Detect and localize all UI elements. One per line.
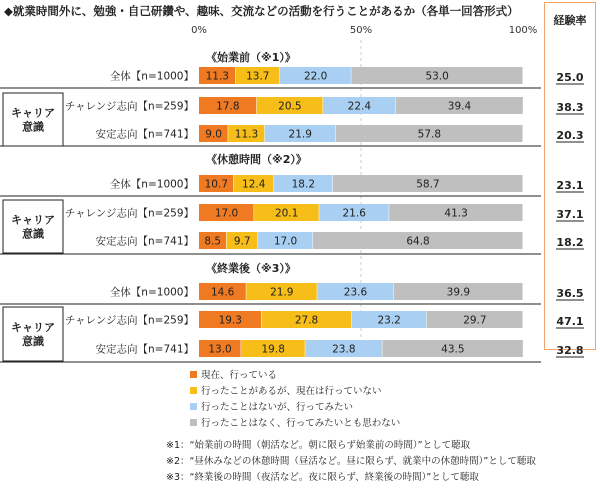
experience-rate-value: 36.5 (556, 287, 584, 300)
data-label: 22.4 (347, 100, 372, 113)
legend-label-never: 行ったことはなく、行ってみたいとも思わない (201, 418, 401, 429)
row-label: 全体【n=1000】 (109, 70, 194, 83)
experience-rate-value: 25.0 (556, 71, 584, 84)
side-label: 意識 (22, 335, 44, 348)
side-label: キャリア (11, 213, 55, 227)
legend-item-now (190, 367, 277, 381)
row-label: チャレンジ志向【n=259】 (64, 100, 194, 113)
data-label: 8.5 (204, 235, 222, 248)
side-label-box (3, 307, 63, 361)
legend-swatch-never (190, 419, 197, 426)
data-label: 21.6 (342, 207, 366, 220)
data-label: 43.5 (441, 343, 465, 356)
side-label-box (3, 93, 63, 146)
experience-rate-value: 32.8 (556, 344, 584, 357)
experience-rate-value: 20.3 (556, 129, 584, 142)
data-label: 57.8 (417, 128, 442, 141)
row-label: 安定志向【n=741】 (95, 128, 194, 141)
data-label: 13.0 (208, 343, 232, 356)
data-label: 9.0 (205, 128, 222, 141)
experience-rate-value: 18.2 (556, 236, 584, 249)
side-label: キャリア (11, 106, 55, 120)
data-label: 13.7 (246, 70, 270, 83)
legend-item-never (190, 415, 400, 429)
data-label: 19.8 (261, 343, 285, 356)
footnote-1: ※1：“始業前の時間（朝活など。朝に限らず始業前の時間）”として聴取 (166, 440, 471, 451)
data-label: 9.7 (233, 235, 251, 248)
row-label: チャレンジ志向【n=259】 (64, 207, 194, 220)
chart-title: ◆就業時間外に、勉強・自己研鑽や、趣味、交流などの活動を行うことがあるか（各単一回答形式） (4, 4, 519, 18)
legend-label-now: 現在、行っている (201, 370, 278, 381)
data-label: 18.2 (291, 178, 316, 191)
footnote-3: ※3：“終業後の時間（夜活など。夜に限らず、終業後の時間）”として聴取 (166, 472, 479, 483)
data-label: 17.8 (216, 100, 240, 113)
data-label: 20.5 (278, 100, 302, 113)
data-label: 14.6 (210, 286, 235, 299)
x-tick-label: 50% (349, 25, 373, 36)
data-label: 22.0 (303, 70, 328, 83)
data-label: 11.3 (234, 128, 259, 141)
x-tick-label: 0% (191, 25, 207, 36)
legend-item-past (190, 383, 382, 397)
data-label: 41.3 (444, 207, 468, 220)
data-label: 10.7 (204, 178, 229, 191)
group-title: 《始業前（※1）》 (206, 51, 296, 64)
data-label: 53.0 (425, 70, 449, 83)
x-tick-label: 100% (508, 25, 538, 36)
legend-label-want: 行ったことはないが、行ってみたい (201, 402, 354, 413)
row-label: 安定志向【n=741】 (95, 235, 194, 248)
data-label: 29.7 (463, 314, 487, 327)
data-label: 11.3 (205, 70, 230, 83)
data-label: 23.8 (332, 343, 356, 356)
data-label: 23.2 (377, 314, 401, 327)
side-label-box (3, 200, 63, 253)
data-label: 58.7 (416, 178, 440, 191)
data-label: 20.1 (274, 207, 299, 220)
data-label: 12.4 (242, 178, 266, 191)
side-label: キャリア (11, 321, 55, 334)
row-label: チャレンジ志向【n=259】 (64, 314, 194, 327)
group-title: 《休憩時間（※2）》 (206, 153, 307, 166)
data-label: 21.9 (288, 128, 312, 141)
experience-rate-value: 23.1 (556, 179, 584, 192)
row-label: 全体【n=1000】 (109, 178, 194, 191)
experience-rate-value: 47.1 (556, 315, 584, 328)
legend-label-past: 行ったことがあるが、現在は行っていない (201, 386, 382, 397)
side-label: 意識 (22, 120, 44, 134)
legend-item-want (190, 399, 353, 413)
experience-rate-value: 37.1 (556, 208, 584, 221)
row-label: 安定志向【n=741】 (95, 343, 194, 356)
row-label: 全体【n=1000】 (109, 286, 194, 299)
data-label: 21.9 (270, 286, 294, 299)
legend-swatch-want (190, 403, 197, 410)
experience-rate-value: 38.3 (556, 101, 584, 114)
legend-swatch-past (190, 387, 197, 394)
data-label: 19.3 (218, 314, 242, 327)
experience-rate-header: 経験率 (553, 14, 587, 27)
footnote-2: ※2：“昼休みなどの休憩時間（昼活など。昼に限らず、就業中の休憩時間）”として聴取 (166, 456, 536, 467)
data-label: 39.9 (446, 286, 471, 299)
data-label: 64.8 (406, 235, 430, 248)
data-label: 17.0 (214, 207, 239, 220)
side-label: 意識 (22, 227, 44, 241)
data-label: 27.8 (294, 314, 319, 327)
group-title: 《終業後（※3）》 (206, 262, 296, 275)
legend-swatch-now (190, 371, 197, 378)
data-label: 23.6 (343, 286, 368, 299)
data-label: 17.0 (273, 235, 298, 248)
data-label: 39.4 (447, 100, 472, 113)
